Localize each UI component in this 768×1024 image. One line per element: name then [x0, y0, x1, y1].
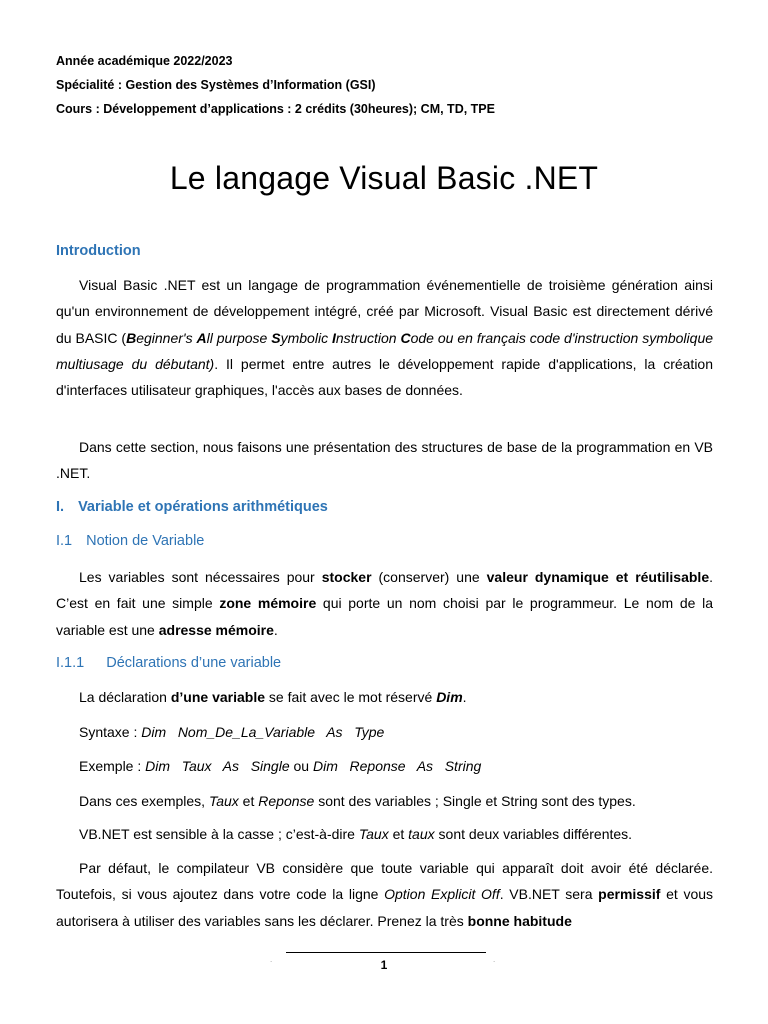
document-title: Le langage Visual Basic .NET — [169, 160, 599, 196]
paragraph-option-explicit: Par défaut, le compilateur VB considère que toute variable qui apparaît doit avoir été déclarée. Toutefois, si vous ajoutez dans votre code la ligne Option Explicit Off. VB.NET sera permissif et vous autorisera à utiliser des variables sans les déclarer. Prenez la très bonne habitude — [56, 860, 714, 929]
heading-section-1-1-1: I.1.1 Déclarations d’une variable — [56, 655, 282, 671]
example-line: Exemple : Dim Taux As Single ou Dim Reponse As String — [79, 758, 482, 774]
paragraph-case-sensitivity: VB.NET est sensible à la casse ; c’est-à-dire Taux et taux sont deux variables différentes. — [79, 826, 633, 842]
paragraph-intro-2: Dans cette section, nous faisons une présentation des structures de base de la programmation en VB .NET. — [56, 439, 713, 482]
paragraph-types: Dans ces exemples, Taux et Reponse sont des variables ; Single et String sont des types. — [79, 793, 636, 809]
syntax-line: Syntaxe : Dim Nom_De_La_Variable As Type — [79, 724, 385, 740]
heading-section-1-1: I.1 Notion de Variable — [56, 533, 205, 549]
heading-section-1: I. Variable et opérations arithmétiques — [56, 499, 328, 515]
page-number: 1 — [380, 958, 388, 972]
heading-introduction: Introduction — [56, 243, 141, 259]
header-academic-year: Année académique 2022/2023 — [56, 54, 233, 68]
header-course: Cours : Développement d’applications : 2 crédits (30heures); CM, TD, TPE — [56, 102, 495, 116]
footer-rule — [286, 952, 486, 953]
footer-dot-right: . — [493, 955, 496, 964]
header-specialty: Spécialité : Gestion des Systèmes d’Information (GSI) — [56, 78, 376, 92]
paragraph-intro-1: Visual Basic .NET est un langage de programmation événementielle de troisième génération ainsi qu'un environnement de développement intégré, créé par Microsoft. Visual Basic est directement dérivé du BASIC (Beginner's All purpose Symbolic Instruction Code ou en français code d'instruction symbolique multiusage du débutant). Il permet entre autres le développement rapide d'applications, la création d'interfaces utilisateur graphiques, l'accès aux bases de données. — [56, 277, 714, 399]
paragraph-variable-notion: Les variables sont nécessaires pour stocker (conserver) une valeur dynamique et réutilisable. C’est en fait une simple zone mémoire qui porte un nom choisi par le programmeur. Le nom de la variable est une adresse mémoire. — [56, 569, 714, 638]
footer-dot-left: . — [270, 955, 273, 964]
paragraph-declaration: La déclaration d’une variable se fait avec le mot réservé Dim. — [79, 689, 467, 705]
